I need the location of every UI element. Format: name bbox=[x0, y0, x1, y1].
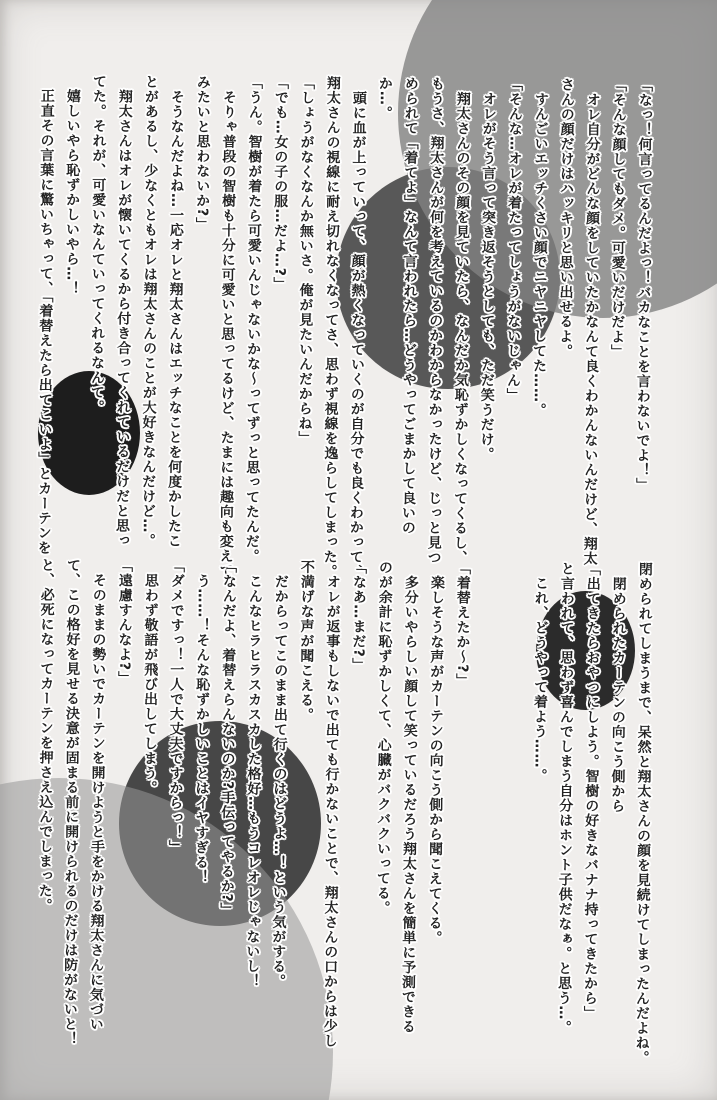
text-column: そうなんだよね…一応オレと翔太さんはエッチなことを何度かしたこ bbox=[165, 74, 186, 549]
text-column: オレ自分がどんな顔をしていたかなんて良くわかんないんだけど、翔太 bbox=[581, 77, 602, 566]
text-column: 思わず敬語が飛び出してしまう。 bbox=[141, 558, 160, 796]
text-column: 「うん。智樹が着たら可愛いんじゃないかな～ってずっと思ってたんだ。 bbox=[243, 75, 264, 564]
text-column: 翔太さんはオレが懐いてくるから付き合ってくれているだけだと思っ bbox=[113, 74, 134, 548]
text-column: 頭に血が上っていって、顔が熱くなっていくのが自分でも良くわかって、 bbox=[347, 75, 368, 580]
text-column: 「でも…女の子の服…だよ…?」 bbox=[271, 75, 290, 292]
text-column: オレがそう言って突き返そうとしても、ただ笑うだけ。 bbox=[478, 76, 498, 462]
text-column bbox=[472, 561, 502, 1064]
text-column: すんごいエッチくさい顔でニヤニヤしてた……。 bbox=[530, 77, 550, 418]
text-column: められて「着てよ」なんて言われたら…どうやってごまかして良いの bbox=[399, 76, 420, 536]
top-text-block bbox=[31, 74, 658, 582]
text-column: 「なあ…まだ?」 bbox=[350, 559, 368, 673]
text-column: 「着替えたか～?」 bbox=[454, 560, 472, 689]
text-column: さんの顔だけはハッキリと思い出せるよ。 bbox=[557, 77, 576, 359]
text-column: か…。 bbox=[376, 76, 394, 121]
text-column: そのままの勢いでカーテンを開けようと手をかける翔太さんに気づい bbox=[87, 558, 108, 1032]
text-column: 正直その言葉に驚いちゃって、「着替えたら出てこいよ」とカーテンを bbox=[35, 73, 56, 556]
text-column: そりゃ普段の智樹も十分に可愛いと思ってるけど、たまには趣向も変えて bbox=[217, 74, 238, 579]
text-column: 翔太さんの視線に耐え切れなくなってさ、思わず視線を逸らしてしまった。 bbox=[321, 75, 342, 579]
text-column: 翔太さんのその顔を見ていたら、なんだか気恥ずかしくなってくるし、 bbox=[451, 76, 472, 566]
text-column: 「なっ！何言ってるんだよっ！バカなことを言わないでよ！」 bbox=[634, 77, 654, 493]
text-column: もうさ、翔太さんが何を考えているのかわからなかったけど、じっと見つ bbox=[425, 76, 446, 565]
text-column: 「出てきたらおやつにしよう。智樹の好きなバナナ持ってきたから」 bbox=[581, 561, 602, 1021]
text-column: 閉められてしまうまで、呆然と翔太さんの顔を見続けてしまったんだよね。 bbox=[633, 561, 654, 1066]
text-column: て、この格好を見せる決意が固まる前に開けられるのだけは防がないと！ bbox=[61, 557, 82, 1047]
text-column: 嬉しいやら恥ずかしいやら…！ bbox=[63, 73, 82, 296]
text-column: とがあるし、少なくともオレは翔太さんのことが大好きなんだけど…。 bbox=[139, 74, 160, 549]
text-column: オレが返事もしないで出ても行かないことで、翔太さんの口からは少し bbox=[321, 559, 342, 1049]
text-column: のが余計に恥ずかしくて、心臓がバクバクいってる。 bbox=[374, 560, 394, 916]
text-column: 「遠慮すんなよ?」 bbox=[116, 558, 134, 686]
text-column: 「ダメですっ！一人で大丈夫ですからっ！」 bbox=[166, 558, 186, 855]
text-column: 多分いやらしい顔して笑っているだろう翔太さんを簡単に予測できる bbox=[399, 560, 420, 1034]
text-column: 楽しそうな声がカーテンの向こう側から聞こえてくる。 bbox=[426, 560, 446, 946]
text-column: う……！そんな恥ずかしいことはイヤすぎる！ bbox=[192, 558, 212, 885]
text-column: これ、どうやって着よう……。 bbox=[531, 561, 550, 784]
text-column: と言われて、思わず喜んでしまう自分はホント子供だなぁ。と思う…。 bbox=[555, 561, 576, 1036]
text-column bbox=[498, 561, 528, 1064]
text-column: 「なんだよ、着替えらんないのか?手伝ってやるか?」 bbox=[218, 558, 238, 918]
text-column: 「そんな…オレが着たってしょうがないじゃん」 bbox=[504, 76, 524, 403]
text-column: 「そんな顔してもダメ。可愛いだけだよ」 bbox=[609, 77, 628, 359]
text-column: てた。それが、可愛いなんていってくれるなんて。 bbox=[88, 74, 108, 415]
bottom-text-block bbox=[31, 558, 658, 1066]
text-column: こんなヒラヒラスカスカした格好…もうコレオレじゃないし！ bbox=[244, 559, 264, 989]
text-column: 不満げな声が聞こえる。 bbox=[297, 559, 316, 723]
text-column: みたいと思わないか?」 bbox=[193, 74, 212, 232]
text-column: 閉められたカーテンの向こう側から bbox=[609, 561, 628, 814]
text-column: 「しょうがなくなんか無いさ。俺が見たいんだからね」 bbox=[296, 75, 316, 446]
text-column: だからってこのまま出て行くのはどうよ…！という気がする。 bbox=[270, 559, 290, 989]
text-column: と、必死になってカーテンを押さえ込んでしまった。 bbox=[36, 557, 56, 913]
